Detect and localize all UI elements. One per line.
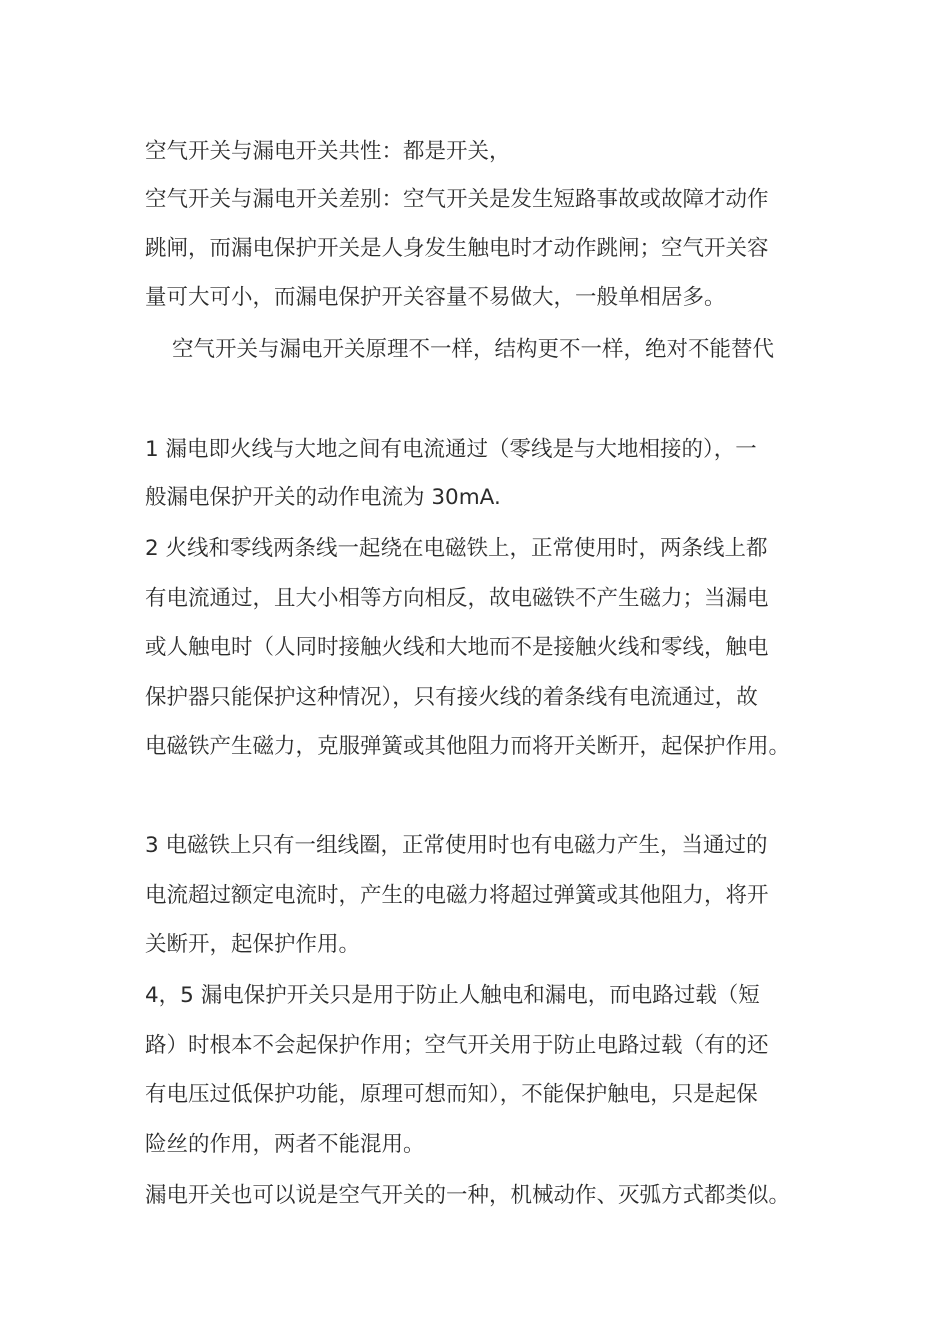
text-line: 电磁铁产生磁力，克服弹簧或其他阻力而将开关断开，起保护作用。 [145,734,791,759]
text-line-point-3: 3 电磁铁上只有一组线圈，正常使用时也有电磁力产生，当通过的 [145,833,768,858]
text-line: 保护器只能保护这种情况），只有接火线的着条线有电流通过，故 [145,685,758,710]
text-line: 关断开，起保护作用。 [145,932,361,957]
text-line: 路）时根本不会起保护作用；空气开关用于防止电路过载（有的还 [145,1033,769,1058]
text-line: 有电压过低保护功能，原理可想而知），不能保护触电，只是起保 [145,1082,758,1107]
text-line-difference: 空气开关与漏电开关差别：空气开关是发生短路事故或故障才动作 [145,187,769,212]
text-line-point-2: 2 火线和零线两条线一起绕在电磁铁上，正常使用时，两条线上都 [145,536,768,561]
text-line: 有电流通过，且大小相等方向相反，故电磁铁不产生磁力；当漏电 [145,586,769,611]
text-line: 般漏电保护开关的动作电流为 30mA. [145,485,501,510]
text-line: 量可大可小，而漏电保护开关容量不易做大，一般单相居多。 [145,285,726,310]
text-line-conclusion: 漏电开关也可以说是空气开关的一种，机械动作、灭弧方式都类似。 [145,1183,791,1208]
text-line: 电流超过额定电流时，产生的电磁力将超过弹簧或其他阻力，将开 [145,883,769,908]
text-line-principle: 空气开关与漏电开关原理不一样，结构更不一样，绝对不能替代 [172,337,775,362]
text-line-point-4-5: 4，5 漏电保护开关只是用于防止人触电和漏电，而电路过载（短 [145,983,760,1008]
text-line: 或人触电时（人同时接触火线和大地而不是接触火线和零线，触电 [145,635,769,660]
text-line: 跳闸，而漏电保护开关是人身发生触电时才动作跳闸；空气开关容 [145,236,769,261]
text-line: 险丝的作用，两者不能混用。 [145,1132,425,1157]
text-line-point-1: 1 漏电即火线与大地之间有电流通过（零线是与大地相接的），一 [145,437,757,462]
text-line-commonality: 空气开关与漏电开关共性：都是开关， [145,139,511,164]
